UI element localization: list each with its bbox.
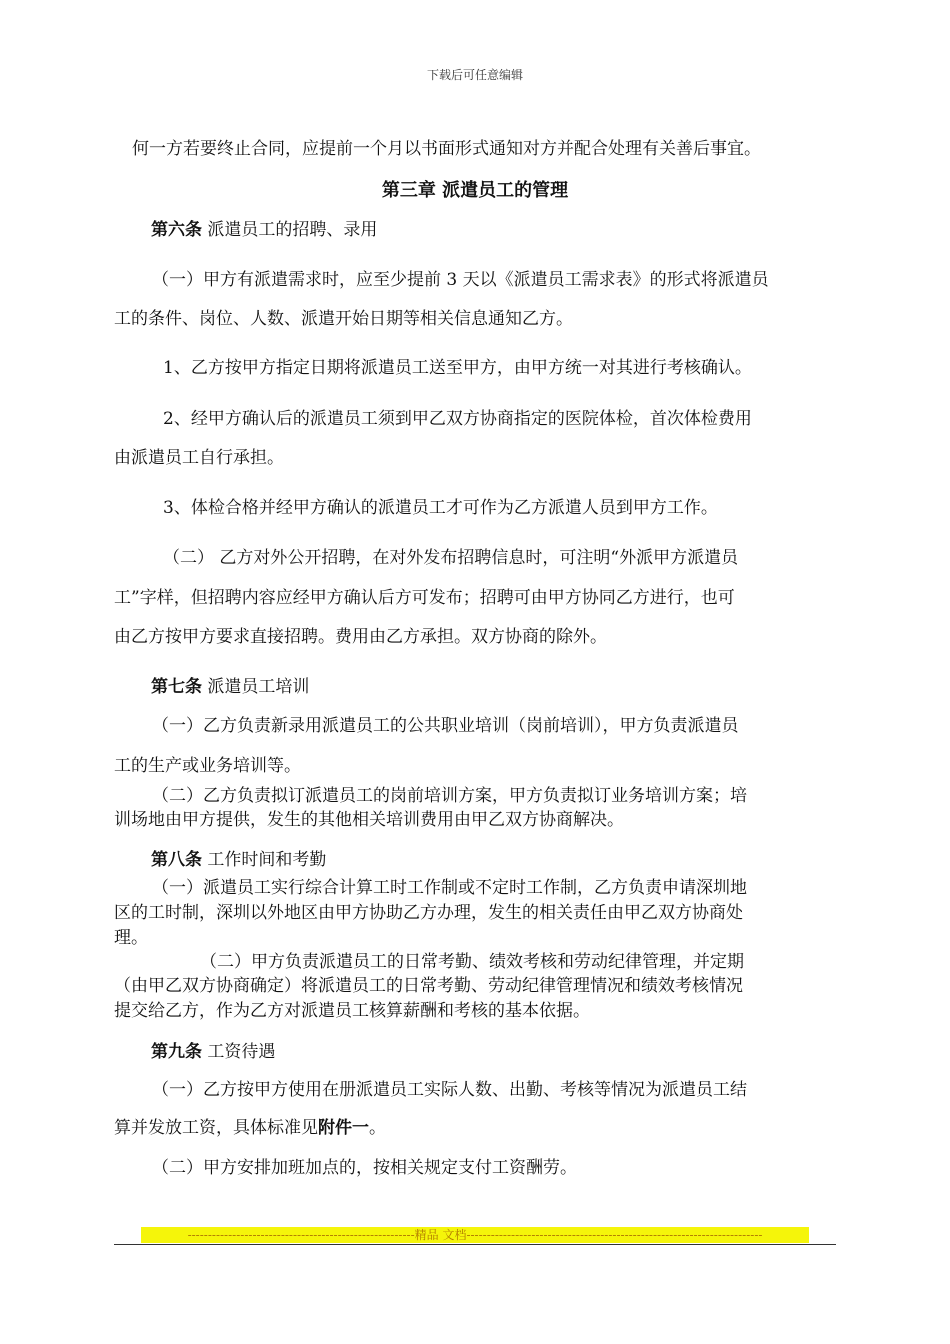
page-header-note: 下载后可任意编辑: [426, 68, 523, 82]
paragraph-line: （二） 乙方对外公开招聘，在对外发布招聘信息时，可注明“外派甲方派遣员: [163, 548, 739, 568]
paragraph-line: 何一方若要终止合同，应提前一个月以书面形式通知对方并配合处理有关善后事宜。: [132, 139, 761, 159]
article-8-heading: [151, 850, 326, 870]
article-label: 第九条: [151, 1042, 202, 1062]
text-span: 算并发放工资，具体标准见: [114, 1118, 318, 1138]
article-title: 派遣员工的招聘、录用: [207, 220, 378, 240]
paragraph-line: 训场地由甲方提供，发生的其他相关培训费用由甲乙双方协商解决。: [114, 810, 624, 830]
paragraph-line: （二）乙方负责拟订派遣员工的岗前培训方案，甲方负责拟订业务培训方案；培: [152, 786, 747, 806]
paragraph-line: [114, 1118, 386, 1138]
paragraph-line: （一）乙方按甲方使用在册派遣员工实际人数、出勤、考核等情况为派遣员工结: [152, 1080, 747, 1100]
attachment-reference: 附件一: [318, 1118, 369, 1138]
paragraph-line: 2、经甲方确认后的派遣员工须到甲乙双方协商指定的医院体检，首次体检费用: [163, 409, 752, 429]
paragraph-line: （一）派遣员工实行综合计算工时工作制或不定时工作制，乙方负责申请深圳地: [152, 878, 747, 898]
article-9-heading: [151, 1042, 275, 1062]
paragraph-line: 1、乙方按甲方指定日期将派遣员工送至甲方，由甲方统一对其进行考核确认。: [163, 358, 752, 378]
article-label: 第六条: [151, 220, 202, 240]
paragraph-line: 由派遣员工自行承担。: [114, 448, 284, 468]
paragraph-line: （一）乙方负责新录用派遣员工的公共职业培训（岗前培训），甲方负责派遣员: [152, 716, 739, 736]
paragraph-line: 工”字样，但招聘内容应经甲方确认后方可发布；招聘可由甲方协同乙方进行，也可: [114, 588, 735, 608]
paragraph-line: 3、体检合格并经甲方确认的派遣员工才可作为乙方派遣人员到甲方工作。: [163, 498, 718, 518]
paragraph-line: 由乙方按甲方要求直接招聘。费用由乙方承担。双方协商的除外。: [114, 627, 607, 647]
paragraph-line: （二）甲方负责派遣员工的日常考勤、绩效考核和劳动纪律管理，并定期: [200, 952, 744, 972]
paragraph-line: （二）甲方安排加班加点的，按相关规定支付工资酬劳。: [152, 1158, 577, 1178]
paragraph-line: 工的生产或业务培训等。: [114, 756, 301, 776]
article-label: 第八条: [151, 850, 202, 870]
article-title: 工作时间和考勤: [207, 850, 327, 870]
article-title: 工资待遇: [207, 1042, 276, 1062]
article-label: 第七条: [151, 677, 202, 697]
paragraph-line: 工的条件、岗位、人数、派遣开始日期等相关信息通知乙方。: [114, 309, 573, 329]
paragraph-line: 理。: [114, 928, 148, 948]
article-title: 派遣员工培训: [207, 677, 310, 697]
article-6-heading: [151, 220, 377, 240]
article-7-heading: [151, 677, 309, 697]
paragraph-line: 区的工时制，深圳以外地区由甲方协助乙方办理，发生的相关责任由甲乙双方协商处: [114, 903, 743, 923]
paragraph-line: （由甲乙双方协商确定）将派遣员工的日常考勤、劳动纪律管理情况和绩效考核情况: [114, 976, 743, 996]
paragraph-line: （一）甲方有派遣需求时，应至少提前 3 天以《派遣员工需求表》的形式将派遣员: [152, 270, 769, 290]
footer-text: --------------------------------------------------------精品 文档-------------------------------------------------------------------------: [187, 1228, 763, 1242]
chapter-title: 第三章 派遣员工的管理: [381, 180, 569, 201]
footer-divider: [114, 1244, 836, 1245]
text-span: 。: [369, 1118, 386, 1138]
paragraph-line: 提交给乙方，作为乙方对派遣员工核算薪酬和考核的基本依据。: [114, 1001, 590, 1021]
